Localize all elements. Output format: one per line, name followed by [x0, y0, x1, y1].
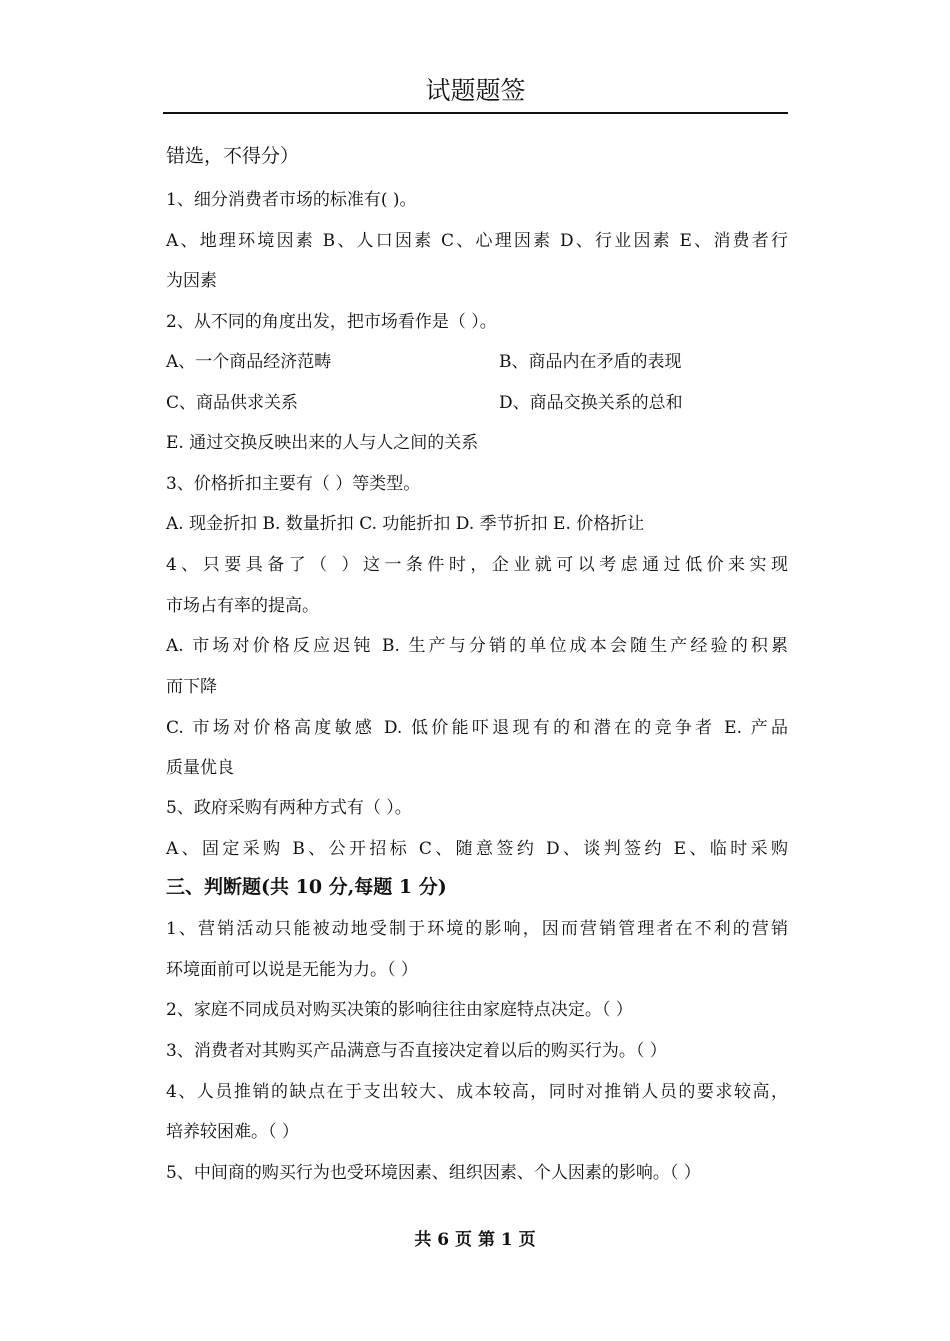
mc-question-1: 1、细分消费者市场的标准有( )。 — [166, 190, 417, 210]
mc-question-2-option-e: E. 通过交换反映出来的人与人之间的关系 — [166, 433, 479, 453]
mc-question-3: 3、价格折扣主要有（ ）等类型。 — [166, 474, 421, 494]
mc-question-2: 2、从不同的角度出发，把市场看作是（ ）。 — [166, 312, 497, 332]
mc-question-4-options-ab: A. 市场对价格反应迟钝 B. 生产与分销的单位成本会随生产经验的积累 — [166, 636, 788, 656]
page-footer: 共 6 页 第 1 页 — [414, 1230, 536, 1250]
mc-question-4: 4、只要具备了（ ）这一条件时，企业就可以考虑通过低价来实现 — [166, 555, 788, 575]
option-b: B、商品内在矛盾的表现 — [499, 352, 682, 372]
mc-question-5-options: A、固定采购 B、公开招标 C、随意签约 D、谈判签约 E、临时采购 — [166, 839, 788, 859]
option-c: C、商品供求关系 — [166, 393, 299, 413]
page-title: 试题题签 — [425, 76, 526, 105]
title-divider — [163, 112, 788, 114]
option-a: A、一个商品经济范畴 — [166, 352, 332, 372]
mc-question-1-options: A、地理环境因素 B、人口因素 C、心理因素 D、行业因素 E、消费者行 — [166, 231, 788, 251]
option-d: D、商品交换关系的总和 — [499, 393, 683, 413]
mc-question-4-cont: 市场占有率的提高。 — [166, 596, 319, 616]
tf-question-4-cont: 培养较困难。（ ） — [166, 1122, 299, 1142]
mc-question-1-options-cont: 为因素 — [166, 271, 217, 291]
tf-question-5: 5、中间商的购买行为也受环境因素、组织因素、个人因素的影响。（ ） — [166, 1163, 701, 1183]
mc-question-4-options-cde-cont: 质量优良 — [166, 758, 234, 778]
mc-question-4-options-cde: C. 市场对价格高度敏感 D. 低价能吓退现有的和潜在的竞争者 E. 产品 — [166, 718, 788, 738]
tf-question-4: 4、人员推销的缺点在于支出较大、成本较高，同时对推销人员的要求较高， — [166, 1082, 788, 1102]
mc-question-4-options-ab-cont: 而下降 — [166, 677, 217, 697]
mc-question-2-options-cd — [166, 391, 683, 415]
section-heading-true-false: 三、判断题(共 10 分,每题 1 分) — [166, 876, 447, 898]
tf-question-1: 1、营销活动只能被动地受制于环境的影响，因而营销管理者在不利的营销 — [166, 919, 788, 939]
mc-question-5: 5、政府采购有两种方式有（ ）。 — [166, 798, 412, 818]
mc-question-3-options: A. 现金折扣 B. 数量折扣 C. 功能折扣 D. 季节折扣 E. 价格折让 — [166, 514, 645, 534]
mc-question-2-options-ab — [166, 350, 682, 374]
tf-question-1-cont: 环境面前可以说是无能为力。（ ） — [166, 960, 418, 980]
tf-question-2: 2、家庭不同成员对购买决策的影响往往由家庭特点决定。（ ） — [166, 1000, 633, 1020]
section-intro-text: 错选，不得分） — [166, 145, 300, 167]
tf-question-3: 3、消费者对其购买产品满意与否直接决定着以后的购买行为。（ ） — [166, 1041, 667, 1061]
